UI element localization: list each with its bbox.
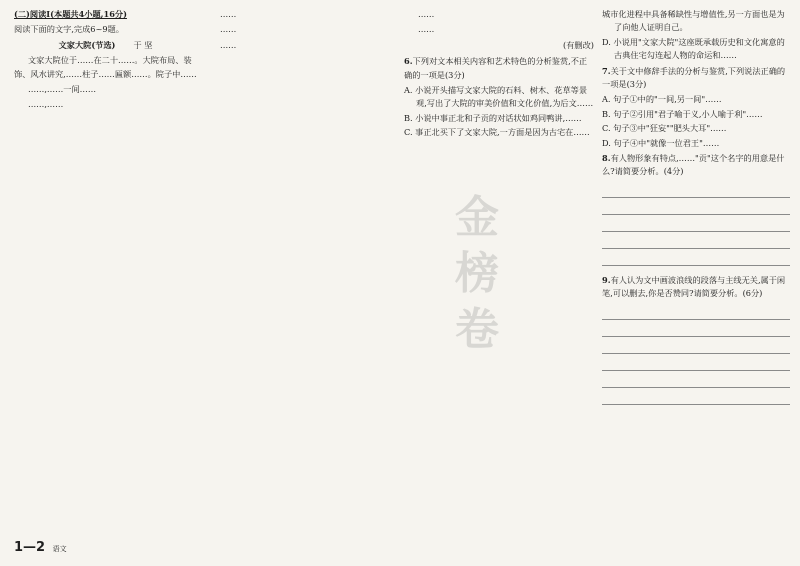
watermark <box>455 190 507 358</box>
question-9 <box>602 274 790 301</box>
answer-line[interactable] <box>602 215 790 232</box>
watermark-char: 金 <box>455 192 499 243</box>
answer-line[interactable] <box>602 388 790 405</box>
article-source: (有删改) <box>563 39 594 50</box>
article-paragraph: 文家大院位于……在二十……。大院布局、装饰、风水讲究,……柱子……匾额……。院子中…… <box>14 55 197 79</box>
question-stem: 下列对文本相关内容和艺术特色的分析鉴赏,不正确的一项是(3分) <box>404 56 588 80</box>
question-6 <box>404 55 594 82</box>
question-6-option-c-continued: 城市化进程中具备稀缺性与增值性,另一方面也是为了向他人证明自己。 <box>602 9 785 33</box>
answer-area-q9[interactable] <box>602 303 790 405</box>
question-6-option-c: C. 事正北买下了文家大院,一方面是因为古宅在…… <box>404 127 590 138</box>
column-4 <box>602 8 790 405</box>
question-number: 8. <box>602 153 611 164</box>
question-7-option-d: D. 句子④中"就像一位君王"…… <box>602 137 720 148</box>
article-paragraph: …… <box>417 24 435 35</box>
article-author: 于 坚 <box>133 39 153 50</box>
question-6-option-a: A. 小说开头描写文家大院的石料、树木、花草等景观,写出了大院的审美价值和文化价值,为后文…… <box>404 85 594 109</box>
section-points: (本题共4小题,16分) <box>50 9 127 19</box>
article-paragraph: …… <box>219 9 237 19</box>
article-title-line <box>14 39 197 52</box>
watermark-char: 榜 <box>455 248 499 299</box>
watermark-char: 卷 <box>455 304 499 355</box>
article-paragraph: …… <box>219 24 237 35</box>
question-stem: 有人物形象有特点,……"贡"这个名字的用意是什么?请简要分析。(4分) <box>602 153 785 177</box>
question-8 <box>602 152 790 179</box>
question-number: 6. <box>404 56 413 67</box>
section-header <box>14 8 197 21</box>
question-number: 9. <box>602 274 611 285</box>
answer-line[interactable] <box>602 198 790 215</box>
answer-line[interactable] <box>602 303 790 320</box>
answer-line[interactable] <box>602 371 790 388</box>
page-footer <box>14 540 67 555</box>
article-paragraph: …… <box>219 39 237 50</box>
question-7 <box>602 65 790 92</box>
column-1 <box>14 8 197 114</box>
page-number: 1—2 <box>14 540 46 555</box>
question-number: 7. <box>602 65 611 76</box>
article-title: 文家大院(节选) <box>58 39 116 50</box>
section-label: (二)阅读Ⅰ <box>14 9 51 19</box>
answer-area-q8[interactable] <box>602 181 790 266</box>
article-paragraph: …… <box>417 9 435 19</box>
subject-label: 语文 <box>52 545 67 553</box>
column-3 <box>404 8 594 141</box>
column-2 <box>206 8 396 54</box>
question-6-option-d: D. 小说用"文家大院"这座既承载历史和文化寓意的古典住宅勾连起人物的命运和…… <box>602 36 785 61</box>
answer-line[interactable] <box>602 232 790 249</box>
question-7-option-a: A. 句子①中的"一间,另一间"…… <box>602 94 722 105</box>
question-6-option-b: B. 小说中事正北和子贡的对话状如鸡同鸭讲,…… <box>404 112 582 123</box>
question-stem: 有人认为文中画波浪线的段落与主线无关,属于闲笔,可以删去,你是否赞同?请简要分析。(6分) <box>602 274 786 299</box>
question-stem: 关于文中修辞手法的分析与鉴赏,下列说法正确的一项是(3分) <box>602 65 786 90</box>
question-7-option-c: C. 句子③中"狂妄""肥头大耳"…… <box>602 123 727 134</box>
answer-line[interactable] <box>602 337 790 354</box>
answer-line[interactable] <box>602 181 790 198</box>
answer-line[interactable] <box>602 249 790 266</box>
answer-line[interactable] <box>602 354 790 371</box>
question-7-option-b: B. 句子②引用"君子喻于义,小人喻于利"…… <box>602 108 763 119</box>
article-paragraph: ……,…… <box>27 99 64 110</box>
article-paragraph: ……,……一间…… <box>27 84 97 95</box>
reading-instruction: 阅读下面的文字,完成6~9题。 <box>14 24 124 35</box>
answer-line[interactable] <box>602 320 790 337</box>
